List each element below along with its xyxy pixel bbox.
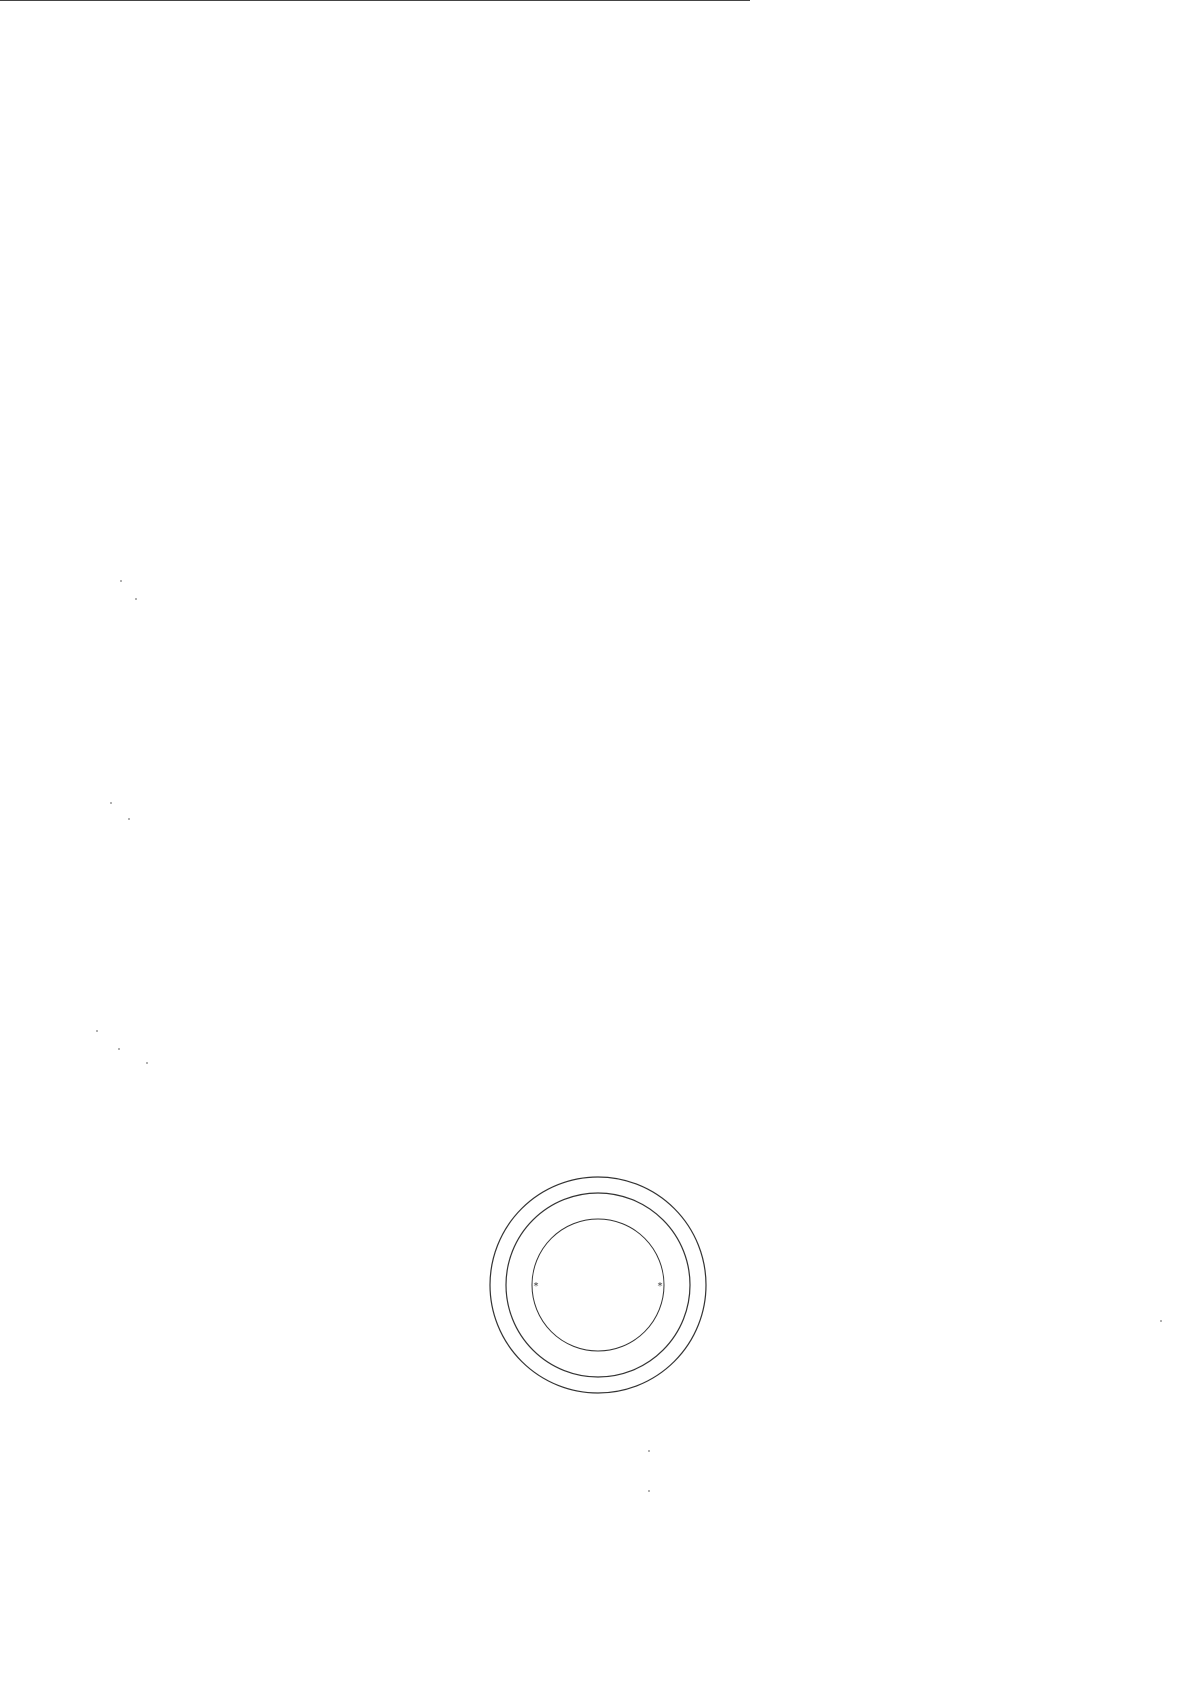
seal-graphic <box>488 1175 708 1395</box>
seal-star-left-icon: * <box>533 1281 539 1292</box>
official-seal-stamp <box>488 1175 708 1395</box>
seal-star-right-icon: * <box>657 1281 663 1292</box>
seal-inner-ring <box>532 1219 664 1351</box>
top-edge-rule <box>0 0 750 1</box>
seal-outer-ring <box>490 1177 706 1393</box>
